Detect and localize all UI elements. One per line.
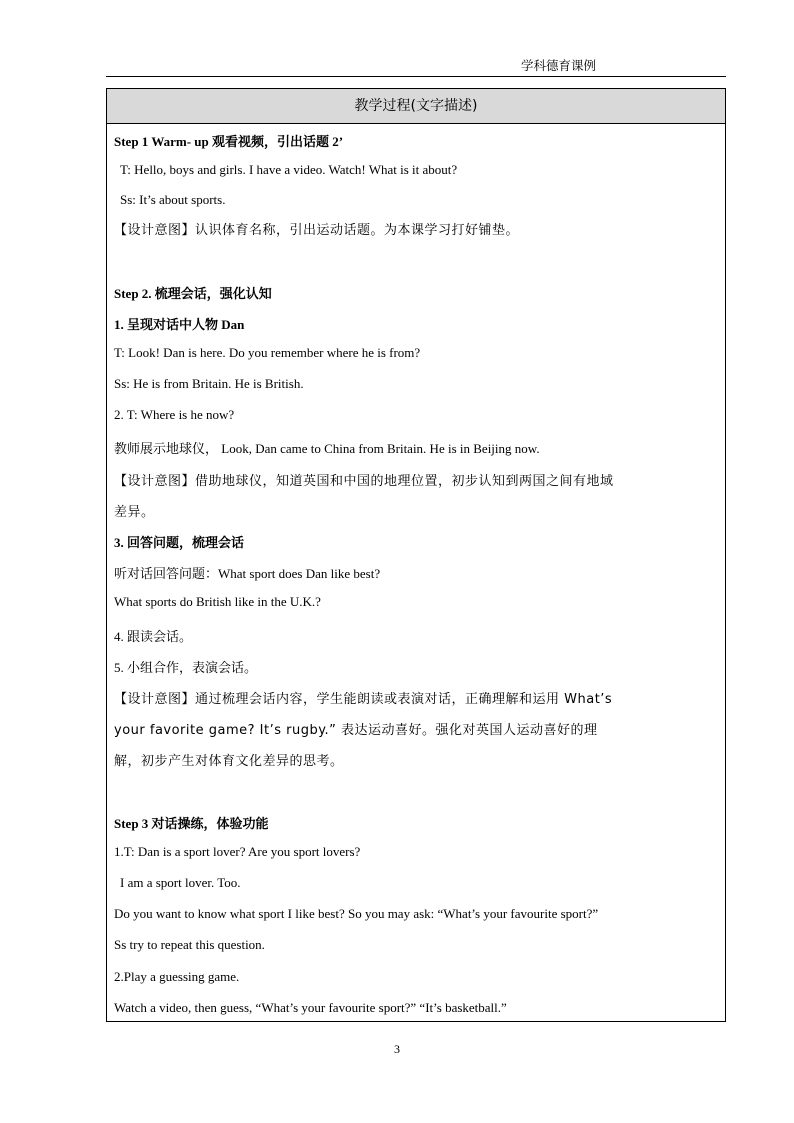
step1-design-intent: 【设计意图】认识体育名称，引出运动话题。为本课学习打好铺垫。 bbox=[114, 223, 520, 238]
step2-subheading-1: 1. 呈现对话中人物 Dan bbox=[114, 317, 245, 332]
step3-teacher-line-1b: I am a sport lover. Too. bbox=[120, 875, 241, 890]
step2-design-intent-2b: your favorite game? It’s rugby.” 表达运动喜好。强化对英国人运动喜好的理 bbox=[114, 723, 598, 738]
step2-teacher-line-1: T: Look! Dan is here. Do you remember where he is from? bbox=[114, 345, 421, 360]
step2-design-intent-1b: 差异。 bbox=[114, 505, 155, 520]
step2-globe-line: 教师展示地球仪， Look, Dan came to China from Britain. He is in Beijing now. bbox=[114, 441, 540, 456]
step1-title: Step 1 Warm- up 观看视频，引出话题 2’ bbox=[114, 134, 344, 149]
step3-know-line: Do you want to know what sport I like best? So you may ask: “What’s your favourite sport?” bbox=[114, 906, 599, 921]
step2-question-2: 2. T: Where is he now? bbox=[114, 407, 235, 422]
table-title: 教学过程(文字描述) bbox=[107, 89, 725, 124]
header-subject-label: 学科德育课例 bbox=[521, 58, 597, 73]
step1-teacher-line: T: Hello, boys and girls. I have a video. Watch! What is it about? bbox=[120, 162, 458, 177]
step3-watch-line: Watch a video, then guess, “What’s your favourite sport?” “It’s basketball.” bbox=[114, 1000, 507, 1015]
step2-title: Step 2. 梳理会话，强化认知 bbox=[114, 286, 272, 301]
step2-students-line-1: Ss: He is from Britain. He is British. bbox=[114, 376, 304, 391]
step2-item-4: 4. 跟读会话。 bbox=[114, 629, 193, 644]
step3-teacher-line-1: 1.T: Dan is a sport lover? Are you sport lovers? bbox=[114, 844, 361, 859]
step2-british-line: What sports do British like in the U.K.? bbox=[114, 594, 321, 609]
step2-listen-line: 听对话回答问题：What sport does Dan like best? bbox=[114, 566, 381, 581]
step2-subheading-3: 3. 回答问题，梳理会话 bbox=[114, 535, 245, 550]
step3-repeat-line: Ss try to repeat this question. bbox=[114, 937, 265, 952]
page-number: 3 bbox=[394, 1042, 400, 1056]
step2-design-intent-1a: 【设计意图】借助地球仪，知道英国和中国的地理位置，初步认知到两国之间有地域 bbox=[114, 474, 614, 489]
step1-students-line: Ss: It’s about sports. bbox=[120, 192, 226, 207]
step2-item-5: 5. 小组合作，表演会话。 bbox=[114, 660, 258, 675]
step3-play-line: 2.Play a guessing game. bbox=[114, 969, 240, 984]
step3-title: Step 3 对话操练，体验功能 bbox=[114, 816, 269, 831]
header-rule bbox=[106, 76, 726, 77]
step2-design-intent-2c: 解，初步产生对体育文化差异的思考。 bbox=[114, 754, 344, 769]
step2-design-intent-2a: 【设计意图】通过梳理会话内容，学生能朗读或表演对话，正确理解和运用 What’s bbox=[114, 692, 613, 707]
